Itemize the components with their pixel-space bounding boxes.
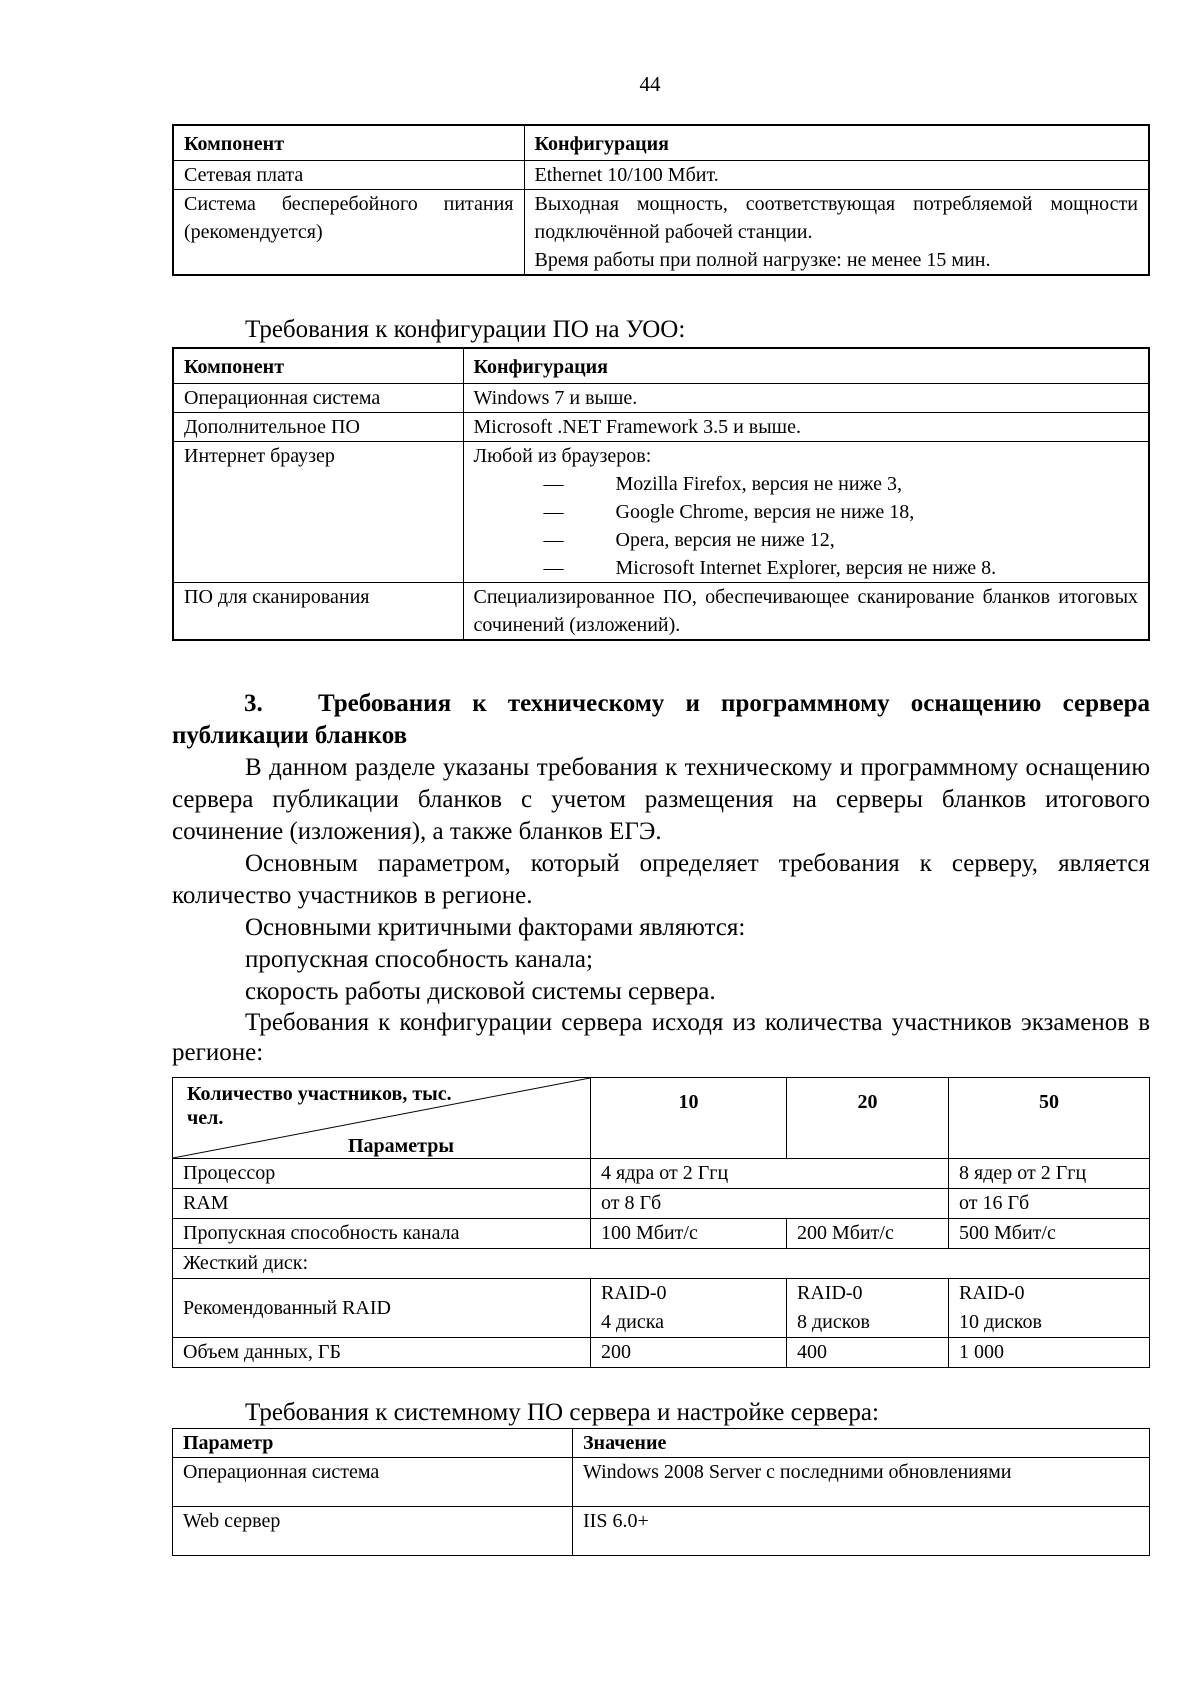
table-header-row <box>173 1429 1150 1458</box>
header-config: Конфигурация <box>524 125 1149 161</box>
section-number: 3. <box>244 690 263 717</box>
section-title: Требования к техническому и программному оснащению сервера публикации бланков <box>172 690 1150 749</box>
value-cell: 100 Мбит/с <box>591 1219 787 1249</box>
value-cell: 500 Мбит/с <box>949 1219 1150 1249</box>
section-heading <box>172 688 1150 752</box>
row-label: Пропускная способность канала <box>173 1219 591 1249</box>
list-item <box>474 526 1139 554</box>
header-parameter: Параметр <box>173 1429 573 1458</box>
list-item <box>474 498 1139 526</box>
browser-name: Opera, версия не ниже 12, <box>615 529 835 551</box>
table-row <box>173 1507 1150 1556</box>
table-header-row <box>173 1078 1150 1159</box>
row-label: Объем данных, ГБ <box>173 1338 591 1368</box>
column-header: 20 <box>787 1078 949 1159</box>
table-row <box>173 384 1149 413</box>
row-label: Жесткий диск: <box>173 1249 1150 1279</box>
table-row <box>173 583 1149 641</box>
value-cell: 200 <box>591 1338 787 1368</box>
header-value: Значение <box>573 1429 1150 1458</box>
section-body <box>172 752 1150 1068</box>
value-cell: 1 000 <box>949 1338 1150 1368</box>
row-label: RAM <box>173 1189 591 1219</box>
value-cell: от 8 Гб <box>591 1189 949 1219</box>
value-cell: 400 <box>787 1338 949 1368</box>
list-item <box>474 470 1139 498</box>
header-component: Компонент <box>173 348 463 384</box>
table-header-row <box>173 125 1149 161</box>
table-row <box>173 161 1149 190</box>
config-line: Время работы при полной нагрузке: не менее 15 мин. <box>534 249 991 271</box>
browser-name: Microsoft Internet Explorer, версия не ниже 8. <box>615 557 997 579</box>
component-cell: ПО для сканирования <box>173 583 463 641</box>
disk-count: 8 дисков <box>797 1311 870 1333</box>
value-cell <box>787 1279 949 1338</box>
table-row <box>173 1338 1150 1368</box>
config-cell: Windows 7 и выше. <box>463 384 1149 413</box>
parameter-cell: Операционная система <box>173 1458 573 1507</box>
value-cell <box>591 1279 787 1338</box>
table-row <box>173 1458 1150 1507</box>
value-cell: от 16 Гб <box>949 1189 1150 1219</box>
table-row <box>173 1189 1150 1219</box>
value-cell: 8 ядер от 2 Ггц <box>949 1159 1150 1189</box>
browser-name: Mozilla Firefox, версия не ниже 3, <box>615 473 902 495</box>
table-row <box>173 1159 1150 1189</box>
server-software-table <box>172 1428 1150 1556</box>
row-label: Рекомендованный RAID <box>173 1279 591 1338</box>
browser-intro: Любой из браузеров: <box>473 445 652 467</box>
config-cell <box>463 442 1149 583</box>
paragraph: Требования к конфигурации сервера исходя из количества участников экзаменов в регионе: <box>172 1009 1150 1066</box>
raid-level: RAID-0 <box>959 1282 1025 1304</box>
table-row <box>173 1249 1150 1279</box>
paragraph: скорость работы дисковой системы сервера. <box>245 978 716 1005</box>
browser-name: Google Chrome, версия не ниже 18, <box>615 501 915 523</box>
diagonal-header-cell <box>173 1078 591 1159</box>
config-cell <box>524 190 1149 276</box>
raid-level: RAID-0 <box>601 1282 667 1304</box>
column-header: 50 <box>949 1078 1150 1159</box>
dash-bullet: — <box>543 501 564 523</box>
table-row <box>173 442 1149 583</box>
paragraph: пропускная способность канала; <box>245 946 593 973</box>
header-component: Компонент <box>173 125 524 161</box>
parameters-label: Параметры <box>348 1135 454 1157</box>
component-cell: Система бесперебойного питания (рекомендуется) <box>173 190 524 276</box>
dash-bullet: — <box>543 473 564 495</box>
table-row <box>173 413 1149 442</box>
value-cell: Windows 2008 Server с последними обновлениями <box>573 1458 1150 1507</box>
config-cell: Ethernet 10/100 Мбит. <box>524 161 1149 190</box>
software-caption: Требования к конфигурации ПО на УОО: <box>245 316 686 343</box>
participants-label: Количество участников, тыс. чел. <box>187 1083 452 1129</box>
table-row <box>173 190 1149 276</box>
page-number: 44 <box>639 72 661 96</box>
table-header-row <box>173 348 1149 384</box>
server-requirements-table <box>172 1077 1150 1368</box>
parameter-cell: Web сервер <box>173 1507 573 1556</box>
hardware-table <box>172 124 1150 276</box>
disk-count: 10 дисков <box>959 1311 1042 1333</box>
list-item <box>474 554 1139 582</box>
value-cell: IIS 6.0+ <box>573 1507 1150 1556</box>
value-cell: 4 ядра от 2 Ггц <box>591 1159 949 1189</box>
config-cell: Специализированное ПО, обеспечивающее сканирование бланков итоговых сочинений (изложений). <box>463 583 1149 641</box>
component-cell: Дополнительное ПО <box>173 413 463 442</box>
disk-count: 4 диска <box>601 1311 665 1333</box>
config-cell: Microsoft .NET Framework 3.5 и выше. <box>463 413 1149 442</box>
paragraph: Основным параметром, который определяет требования к серверу, является количество участников в регионе. <box>172 850 1150 909</box>
browser-list <box>474 470 1139 582</box>
value-cell: 200 Мбит/с <box>787 1219 949 1249</box>
paragraph: Основными критичными факторами являются: <box>245 914 746 941</box>
table-row <box>173 1219 1150 1249</box>
row-label: Процессор <box>173 1159 591 1189</box>
value-cell <box>949 1279 1150 1338</box>
component-cell: Интернет браузер <box>173 442 463 583</box>
header-config: Конфигурация <box>463 348 1149 384</box>
component-cell: Сетевая плата <box>173 161 524 190</box>
dash-bullet: — <box>543 529 564 551</box>
paragraph: В данном разделе указаны требования к техническому и программному оснащению сервера публикации бланков с учетом размещения на серверы бланков итогового сочинение (изложения), а также бланков ЕГЭ. <box>172 754 1150 845</box>
component-cell: Операционная система <box>173 384 463 413</box>
server-software-caption: Требования к системному ПО сервера и настройке сервера: <box>245 1399 879 1426</box>
software-table <box>172 347 1150 641</box>
config-line: Выходная мощность, соответствующая потребляемой мощности подключённой рабочей станции. <box>534 193 1138 243</box>
dash-bullet: — <box>543 557 564 579</box>
raid-level: RAID-0 <box>797 1282 863 1304</box>
column-header: 10 <box>591 1078 787 1159</box>
table-row <box>173 1279 1150 1338</box>
